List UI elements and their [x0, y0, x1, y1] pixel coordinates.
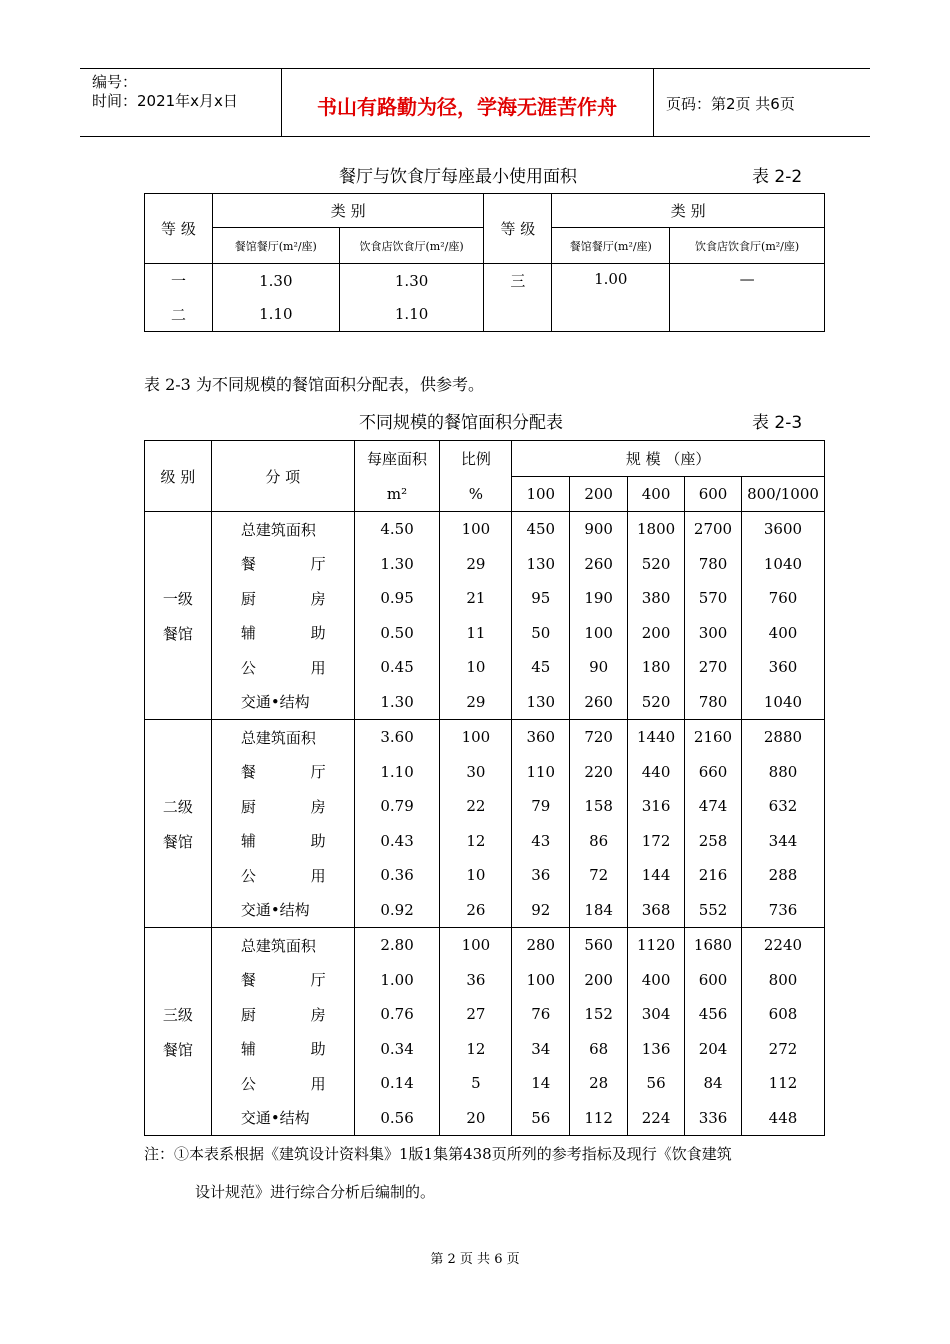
item-label: 总建筑面积	[240, 936, 316, 955]
scale-value-cell: 172	[628, 824, 685, 859]
date-label: 时间：2021年x月x日	[92, 92, 238, 110]
value-cell: 1.00	[552, 264, 670, 332]
item-cell	[211, 616, 354, 651]
scale-value-cell: 448	[741, 1101, 824, 1136]
item-label: 交通•结构	[240, 1109, 310, 1128]
area-cell: 0.34	[354, 1032, 440, 1067]
item-cell	[211, 893, 354, 928]
item-label-a: 辅	[240, 624, 256, 643]
table23-number: 表 2-3	[752, 413, 803, 433]
scale-value-cell: 90	[570, 650, 628, 685]
scale-value-cell: 28	[570, 1066, 628, 1101]
scale-value-cell: 368	[628, 893, 685, 928]
area-cell: 0.14	[354, 1066, 440, 1101]
scale-value-cell: 92	[512, 893, 570, 928]
item-label-b: 助	[310, 624, 326, 643]
table-row	[145, 1101, 825, 1136]
scale-value-cell: 780	[685, 685, 742, 720]
scale-value-cell: 1040	[741, 685, 824, 720]
scale-value-cell: 43	[512, 824, 570, 859]
table-row	[145, 893, 825, 928]
note-line-2: 设计规范》进行综合分析后编制的。	[195, 1183, 436, 1201]
scale-value-cell: 220	[570, 755, 628, 790]
table-2-3	[144, 440, 825, 1136]
level-suffix: 餐馆	[162, 1040, 193, 1059]
table-row	[145, 997, 825, 1032]
scale-col: 600	[685, 476, 742, 512]
table-row	[145, 1032, 825, 1067]
scale-value-cell: 95	[512, 581, 570, 616]
item-cell	[211, 755, 354, 790]
grade-cell: 一	[145, 264, 213, 298]
category-header: 类 别	[552, 194, 825, 228]
item-label-b: 厅	[310, 763, 326, 782]
ratio-cell: 29	[440, 685, 512, 720]
table-row	[145, 824, 825, 859]
scale-value-cell: 304	[628, 997, 685, 1032]
item-cell	[211, 858, 354, 893]
scale-value-cell: 258	[685, 824, 742, 859]
scale-value-cell: 260	[570, 547, 628, 582]
note-line-1: 注：①本表系根据《建筑设计资料集》1版1集第438页所列的参考指标及现行《饮食建筑	[144, 1145, 732, 1163]
item-label-a: 餐	[240, 971, 256, 990]
scale-value-cell: 450	[512, 512, 570, 547]
scale-value-cell: 100	[570, 616, 628, 651]
col-restaurant: 餐馆餐厅(m²/座)	[552, 228, 670, 264]
item-header: 分 项	[211, 441, 354, 512]
level-name: 三级	[162, 1005, 193, 1024]
ratio-cell: 12	[440, 824, 512, 859]
scale-value-cell: 570	[685, 581, 742, 616]
area-cell: 0.95	[354, 581, 440, 616]
level-cell	[145, 928, 212, 1136]
scale-value-cell: 180	[628, 650, 685, 685]
item-label: 交通•结构	[240, 693, 310, 712]
item-cell	[211, 650, 354, 685]
area-cell: 0.76	[354, 997, 440, 1032]
scale-value-cell: 520	[628, 547, 685, 582]
area-cell: 0.50	[354, 616, 440, 651]
table22-title: 餐厅与饮食厅每座最小使用面积	[339, 167, 577, 187]
value-cell: 1.10	[212, 298, 339, 332]
scale-value-cell: 474	[685, 789, 742, 824]
area-unit: m²	[354, 476, 440, 512]
scale-value-cell: 50	[512, 616, 570, 651]
level-cell	[145, 512, 212, 720]
intro-text: 表 2-3 为不同规模的餐馆面积分配表，供参考。	[144, 375, 484, 394]
item-cell	[211, 789, 354, 824]
area-cell: 0.92	[354, 893, 440, 928]
scale-value-cell: 600	[685, 963, 742, 998]
page-label: 页码：第2页 共6页	[666, 95, 795, 113]
scale-value-cell: 216	[685, 858, 742, 893]
ratio-cell: 21	[440, 581, 512, 616]
area-cell: 1.30	[354, 547, 440, 582]
table-row	[145, 581, 825, 616]
ratio-cell: 26	[440, 893, 512, 928]
scale-col: 400	[628, 476, 685, 512]
area-cell: 1.30	[354, 685, 440, 720]
scale-value-cell: 224	[628, 1101, 685, 1136]
ratio-cell: 29	[440, 547, 512, 582]
scale-value-cell: 300	[685, 616, 742, 651]
item-label-b: 厅	[310, 555, 326, 574]
table-2-2	[144, 193, 825, 332]
col-eatery: 饮食店饮食厅(m²/座)	[670, 228, 825, 264]
item-label: 总建筑面积	[240, 520, 316, 539]
item-label-a: 公	[240, 866, 256, 885]
scale-value-cell: 280	[512, 928, 570, 963]
scale-value-cell: 380	[628, 581, 685, 616]
scale-header: 规 模 （座）	[512, 441, 825, 477]
scale-value-cell: 110	[512, 755, 570, 790]
ratio-cell: 5	[440, 1066, 512, 1101]
table-row	[145, 963, 825, 998]
item-label-a: 厨	[240, 797, 256, 816]
scale-value-cell: 270	[685, 650, 742, 685]
item-label: 交通•结构	[240, 901, 310, 920]
scale-value-cell: 552	[685, 893, 742, 928]
item-label-b: 用	[310, 658, 326, 677]
scale-value-cell: 560	[570, 928, 628, 963]
scale-value-cell: 440	[628, 755, 685, 790]
scale-value-cell: 660	[685, 755, 742, 790]
ratio-cell: 22	[440, 789, 512, 824]
scale-value-cell: 900	[570, 512, 628, 547]
scale-value-cell: 200	[628, 616, 685, 651]
table-row	[145, 547, 825, 582]
scale-value-cell: 2880	[741, 720, 824, 755]
table-row	[145, 858, 825, 893]
table-row	[145, 755, 825, 790]
item-cell	[211, 963, 354, 998]
scale-value-cell: 400	[741, 616, 824, 651]
item-cell	[211, 824, 354, 859]
area-cell: 0.36	[354, 858, 440, 893]
scale-value-cell: 136	[628, 1032, 685, 1067]
scale-value-cell: 184	[570, 893, 628, 928]
scale-value-cell: 112	[570, 1101, 628, 1136]
level-suffix: 餐馆	[162, 624, 193, 643]
header-meta	[80, 69, 282, 136]
table-row	[145, 1066, 825, 1101]
table-row	[145, 720, 825, 755]
item-cell	[211, 1032, 354, 1067]
table-row	[145, 928, 825, 963]
scale-value-cell: 190	[570, 581, 628, 616]
scale-value-cell: 2240	[741, 928, 824, 963]
item-label-a: 辅	[240, 1040, 256, 1059]
scale-value-cell: 336	[685, 1101, 742, 1136]
scale-value-cell: 260	[570, 685, 628, 720]
item-label-b: 用	[310, 866, 326, 885]
item-cell	[211, 1066, 354, 1101]
item-label-b: 房	[310, 589, 326, 608]
scale-value-cell: 72	[570, 858, 628, 893]
scale-value-cell: 76	[512, 997, 570, 1032]
table-row	[145, 650, 825, 685]
scale-value-cell: 200	[570, 963, 628, 998]
scale-value-cell: 1800	[628, 512, 685, 547]
scale-value-cell: 158	[570, 789, 628, 824]
area-cell: 0.79	[354, 789, 440, 824]
area-cell: 0.43	[354, 824, 440, 859]
scale-value-cell: 100	[512, 963, 570, 998]
scale-value-cell: 1440	[628, 720, 685, 755]
item-label-a: 厨	[240, 589, 256, 608]
scale-value-cell: 2160	[685, 720, 742, 755]
scale-value-cell: 2700	[685, 512, 742, 547]
scale-value-cell: 344	[741, 824, 824, 859]
scale-value-cell: 152	[570, 997, 628, 1032]
scale-value-cell: 130	[512, 685, 570, 720]
item-label-a: 公	[240, 658, 256, 677]
scale-value-cell: 780	[685, 547, 742, 582]
ratio-header: 比例	[440, 441, 512, 477]
area-cell: 3.60	[354, 720, 440, 755]
scale-value-cell: 56	[512, 1101, 570, 1136]
scale-value-cell: 34	[512, 1032, 570, 1067]
col-restaurant: 餐馆餐厅(m²/座)	[212, 228, 339, 264]
item-label-a: 辅	[240, 832, 256, 851]
scale-value-cell: 14	[512, 1066, 570, 1101]
scale-value-cell: 79	[512, 789, 570, 824]
item-label-b: 房	[310, 1005, 326, 1024]
level-suffix: 餐馆	[162, 832, 193, 851]
ratio-unit: %	[440, 476, 512, 512]
scale-value-cell: 36	[512, 858, 570, 893]
scale-value-cell: 272	[741, 1032, 824, 1067]
scale-value-cell: 45	[512, 650, 570, 685]
table23-title: 不同规模的餐馆面积分配表	[359, 413, 563, 433]
scale-value-cell: 86	[570, 824, 628, 859]
scale-value-cell: 360	[512, 720, 570, 755]
scale-value-cell: 1120	[628, 928, 685, 963]
item-label-b: 用	[310, 1074, 326, 1093]
area-cell: 2.80	[354, 928, 440, 963]
level-header: 级 别	[145, 441, 212, 512]
area-cell: 1.10	[354, 755, 440, 790]
ratio-cell: 27	[440, 997, 512, 1032]
ratio-cell: 30	[440, 755, 512, 790]
grade-cell: 二	[145, 298, 213, 332]
ratio-cell: 100	[440, 720, 512, 755]
value-cell: 1.30	[212, 264, 339, 298]
item-label-a: 厨	[240, 1005, 256, 1024]
item-cell	[211, 547, 354, 582]
table-row	[145, 512, 825, 547]
grade-header: 等 级	[484, 194, 552, 264]
scale-col: 800/1000	[741, 476, 824, 512]
item-label-b: 厅	[310, 971, 326, 990]
scale-value-cell: 360	[741, 650, 824, 685]
scale-value-cell: 760	[741, 581, 824, 616]
grade-header: 等 级	[145, 194, 213, 264]
item-label-b: 助	[310, 1040, 326, 1059]
table-row	[145, 616, 825, 651]
col-eatery: 饮食店饮食厅(m²/座)	[339, 228, 484, 264]
item-label-a: 公	[240, 1074, 256, 1093]
ratio-cell: 11	[440, 616, 512, 651]
number-label: 编号：	[92, 73, 138, 91]
table-row	[145, 685, 825, 720]
ratio-cell: 20	[440, 1101, 512, 1136]
scale-value-cell: 144	[628, 858, 685, 893]
ratio-cell: 100	[440, 512, 512, 547]
item-cell	[211, 685, 354, 720]
scale-value-cell: 288	[741, 858, 824, 893]
item-cell	[211, 512, 354, 547]
grade-cell: 三	[484, 264, 552, 332]
item-label-b: 助	[310, 832, 326, 851]
area-cell: 0.45	[354, 650, 440, 685]
scale-value-cell: 204	[685, 1032, 742, 1067]
header-page-cell	[654, 69, 870, 136]
value-cell: —	[670, 264, 825, 332]
motto: 书山有路勤为径，学海无涯苦作舟	[317, 95, 617, 119]
scale-value-cell: 1040	[741, 547, 824, 582]
table-row	[145, 789, 825, 824]
item-cell	[211, 720, 354, 755]
level-cell	[145, 720, 212, 928]
ratio-cell: 10	[440, 650, 512, 685]
value-cell: 1.30	[339, 264, 484, 298]
scale-value-cell: 400	[628, 963, 685, 998]
area-cell: 0.56	[354, 1101, 440, 1136]
scale-value-cell: 84	[685, 1066, 742, 1101]
scale-value-cell: 632	[741, 789, 824, 824]
area-cell: 4.50	[354, 512, 440, 547]
area-header: 每座面积	[354, 441, 440, 477]
scale-value-cell: 316	[628, 789, 685, 824]
scale-value-cell: 68	[570, 1032, 628, 1067]
ratio-cell: 100	[440, 928, 512, 963]
scale-value-cell: 800	[741, 963, 824, 998]
ratio-cell: 36	[440, 963, 512, 998]
scale-value-cell: 608	[741, 997, 824, 1032]
scale-col: 200	[570, 476, 628, 512]
table22-number: 表 2-2	[752, 167, 803, 187]
item-label-a: 餐	[240, 763, 256, 782]
item-cell	[211, 997, 354, 1032]
item-cell	[211, 928, 354, 963]
scale-value-cell: 736	[741, 893, 824, 928]
scale-value-cell: 880	[741, 755, 824, 790]
page-footer: 第 2 页 共 6 页	[430, 1252, 520, 1267]
area-cell: 1.00	[354, 963, 440, 998]
item-cell	[211, 1101, 354, 1136]
category-header: 类 别	[212, 194, 484, 228]
item-label: 总建筑面积	[240, 728, 316, 747]
scale-value-cell: 1680	[685, 928, 742, 963]
scale-value-cell: 130	[512, 547, 570, 582]
ratio-cell: 10	[440, 858, 512, 893]
ratio-cell: 12	[440, 1032, 512, 1067]
scale-value-cell: 456	[685, 997, 742, 1032]
level-name: 二级	[162, 797, 193, 816]
header-motto-cell	[281, 69, 654, 136]
scale-value-cell: 3600	[741, 512, 824, 547]
scale-value-cell: 112	[741, 1066, 824, 1101]
item-cell	[211, 581, 354, 616]
page-header	[80, 68, 870, 137]
item-label-a: 餐	[240, 555, 256, 574]
scale-value-cell: 56	[628, 1066, 685, 1101]
scale-col: 100	[512, 476, 570, 512]
scale-value-cell: 720	[570, 720, 628, 755]
scale-value-cell: 520	[628, 685, 685, 720]
item-label-b: 房	[310, 797, 326, 816]
level-name: 一级	[162, 589, 193, 608]
value-cell: 1.10	[339, 298, 484, 332]
